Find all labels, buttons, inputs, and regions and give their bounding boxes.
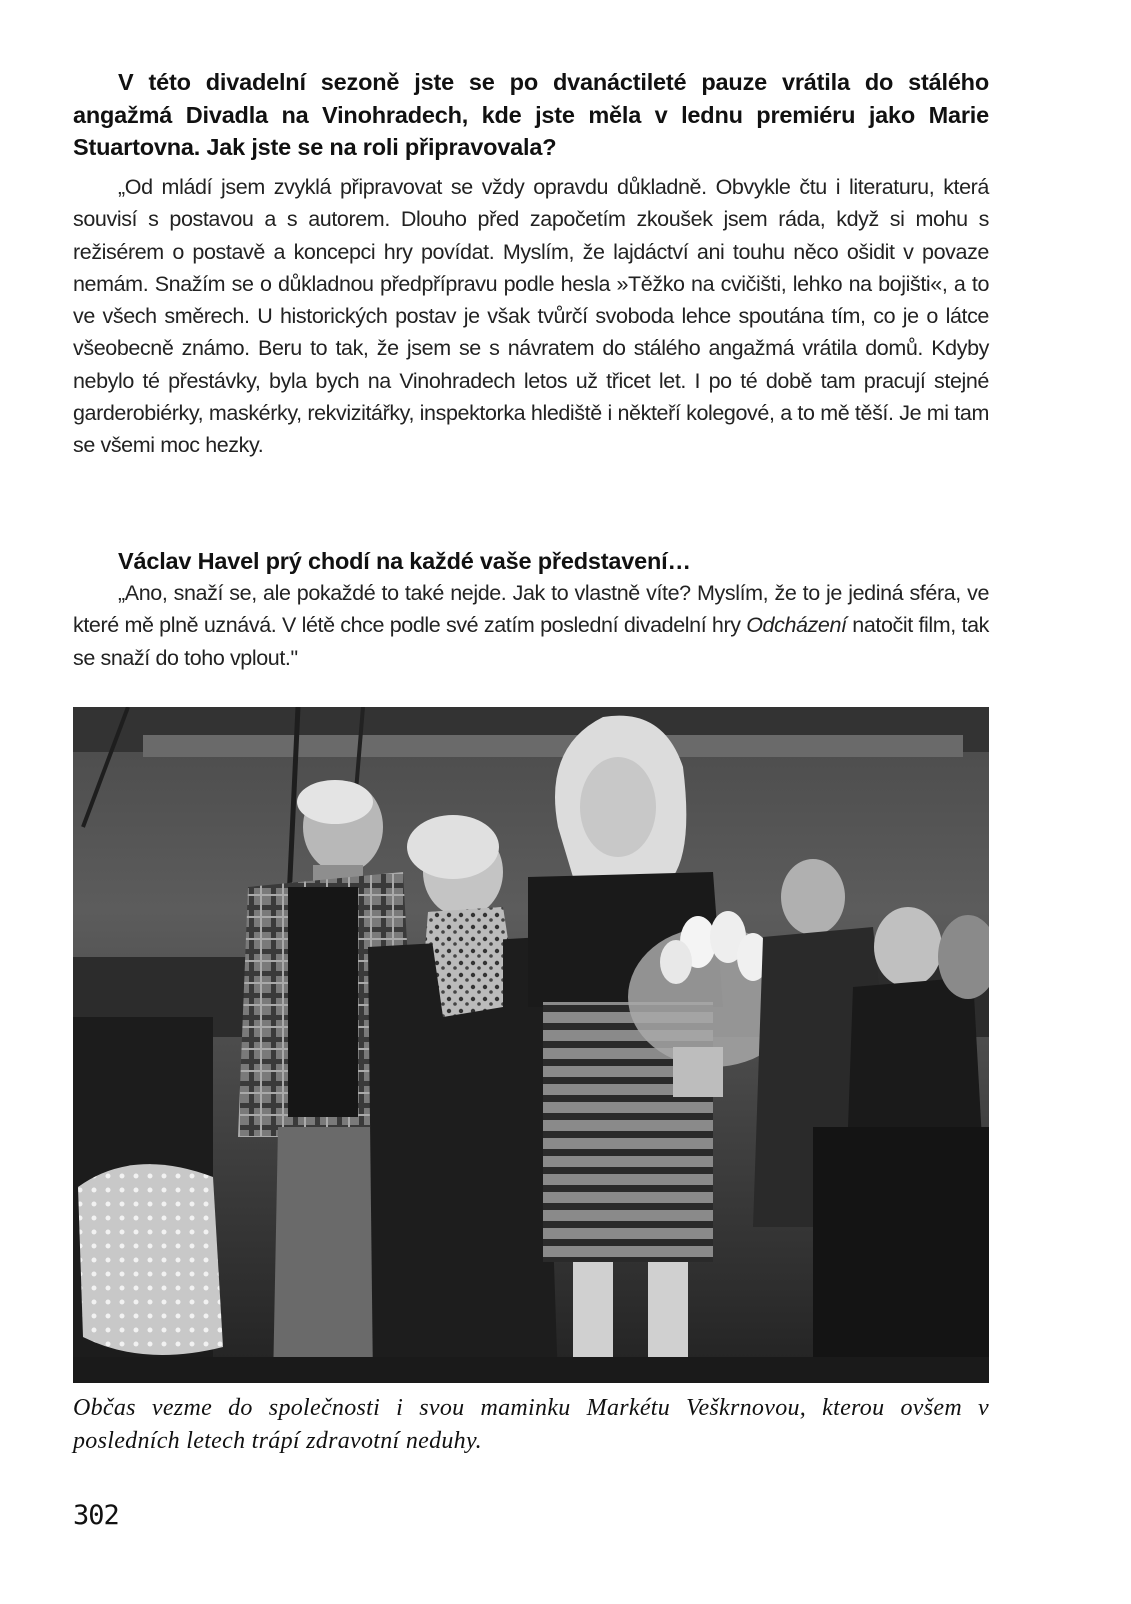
interview-question-2: [73, 545, 989, 578]
interview-question-1: [73, 66, 989, 164]
answer-2-text: „Ano, snaží se, ale pokaždé to také nejde. Jak to vlastně víte? Myslím, že to je jediná sféra, ve které mě plně uznává. V létě chce podle své zatím poslední divadelní hry: [73, 581, 989, 638]
photo: [73, 707, 989, 1383]
play-title: Odcházení: [746, 613, 847, 638]
question-2-text: Václav Havel prý chodí na každé vaše představení…: [118, 548, 691, 574]
interview-answer-2: [73, 577, 989, 674]
photo-caption: Občas vezme do společnosti i svou maminku Markétu Veškrnovou, kterou ovšem v posledních letech trápí zdravotní neduhy.: [73, 1395, 989, 1454]
page-number: 302: [73, 1500, 119, 1531]
answer-2-text-end: natočit film, tak se snaží do toho vplout.": [73, 613, 989, 670]
question-1-text: V této divadelní sezoně jste se po dvanáctileté pauze vrátila do stálého angažmá Divadla na Vinohradech, kde jste měla v lednu premiéru jako Marie Stuartovna. Jak jste se na roli připravovala?: [73, 69, 989, 160]
photo-illustration: [73, 707, 989, 1383]
answer-1-text: „Od mládí jsem zvyklá připravovat se vždy opravdu důkladně. Obvykle čtu i literaturu, která souvisí s postavou a s autorem. Dlouho před započetím zkoušek jsem ráda, když si mohu s režisérem o postavě a koncepci hry povídat. Myslím, že lajdáctví ani touhu něco ošidit v povaze nemám. Snažím se o důkladnou předpřípravu podle hesla »Těžko na cvičišti, lehko na bojišti«, a to ve všech směrech. U historických postav je však tvůrčí svoboda lehce spoutána tím, co je o látce všeobecně známo. Beru to tak, že jsem se s návratem do stálého angažmá vrátila domů. Kdyby nebylo té přestávky, byla bych na Vinohradech letos už třicet let. I po té době tam pracují stejné garderobiérky, maskérky, rekvizitářky, inspektorka hlediště i někteří kolegové, a to mě těší. Je mi tam se všemi moc hezky.: [73, 175, 989, 458]
interview-answer-1: [73, 171, 989, 462]
